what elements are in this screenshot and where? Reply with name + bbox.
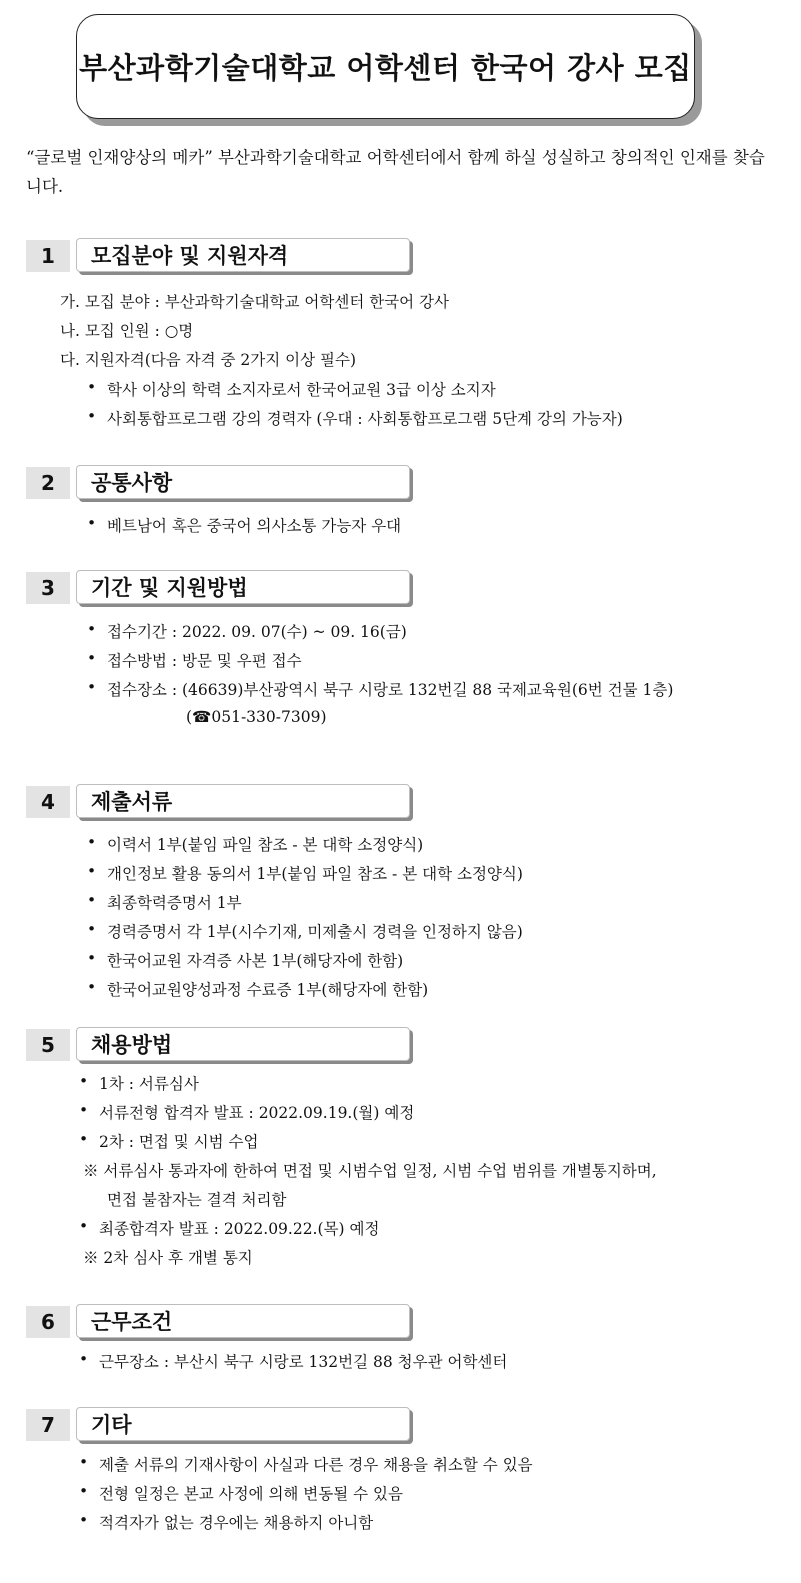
bullet-item: • 근무장소 : 부산시 북구 시랑로 132번길 88 청우관 어학센터	[99, 1350, 507, 1372]
bullet-item: • 개인정보 활용 동의서 1부(붙임 파일 참조 - 본 대학 소정양식)	[107, 862, 523, 884]
section-title: 공통사항	[76, 465, 410, 499]
section-title: 제출서류	[76, 784, 410, 818]
list-item: 나. 모집 인원 : ○명	[60, 322, 194, 340]
bullet-item: • 경력증명서 각 1부(시수기재, 미제출시 경력을 인정하지 않음)	[107, 920, 523, 942]
bullet-item: • 2차 : 면접 및 시범 수업	[99, 1130, 259, 1152]
bullet-item: • 1차 : 서류심사	[99, 1072, 199, 1094]
title-box	[76, 14, 695, 119]
list-item: 다. 지원자격(다음 자격 중 2가지 이상 필수)	[60, 351, 357, 369]
list-item: 가. 모집 분야 : 부산과학기술대학교 어학센터 한국어 강사	[60, 293, 450, 311]
bullet-item: • 한국어교원양성과정 수료증 1부(해당자에 한함)	[107, 978, 428, 1000]
bullet-item: • 이력서 1부(붙임 파일 참조 - 본 대학 소정양식)	[107, 833, 423, 855]
bullet-item: • 최종합격자 발표 : 2022.09.22.(목) 예정	[99, 1217, 379, 1239]
intro-text: “글로벌 인재양상의 메카” 부산과학기술대학교 어학센터에서 함께 하실 성실하고 창의적인 인재를 찾습니다.	[26, 148, 765, 196]
section-number: 5	[26, 1029, 70, 1061]
section-title: 기간 및 지원방법	[76, 570, 410, 604]
bullet-item: • 사회통합프로그램 강의 경력자 (우대 : 사회통합프로그램 5단계 강의 가능자)	[107, 407, 623, 429]
section-title: 채용방법	[76, 1027, 410, 1061]
section-number: 4	[26, 786, 70, 818]
section-number: 7	[26, 1409, 70, 1441]
bullet-item: • 접수기간 : 2022. 09. 07(수) ~ 09. 16(금)	[107, 620, 407, 642]
section-number: 3	[26, 572, 70, 604]
note-text: ※ 서류심사 통과자에 한하여 면접 및 시범수업 일정, 시범 수업 범위를 개별통지하며,	[83, 1162, 657, 1180]
bullet-item: • 학사 이상의 학력 소지자로서 한국어교원 3급 이상 소지자	[107, 378, 496, 400]
section-title: 모집분야 및 지원자격	[76, 238, 410, 272]
bullet-item: • 최종학력증명서 1부	[107, 891, 242, 913]
bullet-item: • 접수장소 : (46639)부산광역시 북구 시랑로 132번길 88 국제교육원(6번 건물 1층)	[107, 678, 673, 700]
section-number: 6	[26, 1306, 70, 1338]
note-text: 면접 불참자는 결격 처리함	[107, 1191, 287, 1209]
phone-number: (☎051-330-7309)	[186, 708, 327, 726]
bullet-item: • 베트남어 혹은 중국어 의사소통 가능자 우대	[107, 514, 401, 536]
page-title: 부산과학기술대학교 어학센터 한국어 강사 모집	[79, 51, 692, 85]
section-number: 1	[26, 240, 70, 272]
bullet-item: • 제출 서류의 기재사항이 사실과 다른 경우 채용을 취소할 수 있음	[99, 1453, 533, 1475]
bullet-item: • 적격자가 없는 경우에는 채용하지 아니함	[99, 1511, 373, 1533]
bullet-item: • 접수방법 : 방문 및 우편 접수	[107, 649, 302, 671]
note-text: ※ 2차 심사 후 개별 통지	[83, 1249, 253, 1267]
bullet-item: • 한국어교원 자격증 사본 1부(해당자에 한함)	[107, 949, 403, 971]
section-title: 기타	[76, 1407, 410, 1441]
bullet-item: • 서류전형 합격자 발표 : 2022.09.19.(월) 예정	[99, 1101, 414, 1123]
section-title: 근무조건	[76, 1304, 410, 1338]
bullet-item: • 전형 일정은 본교 사정에 의해 변동될 수 있음	[99, 1482, 403, 1504]
section-number: 2	[26, 467, 70, 499]
